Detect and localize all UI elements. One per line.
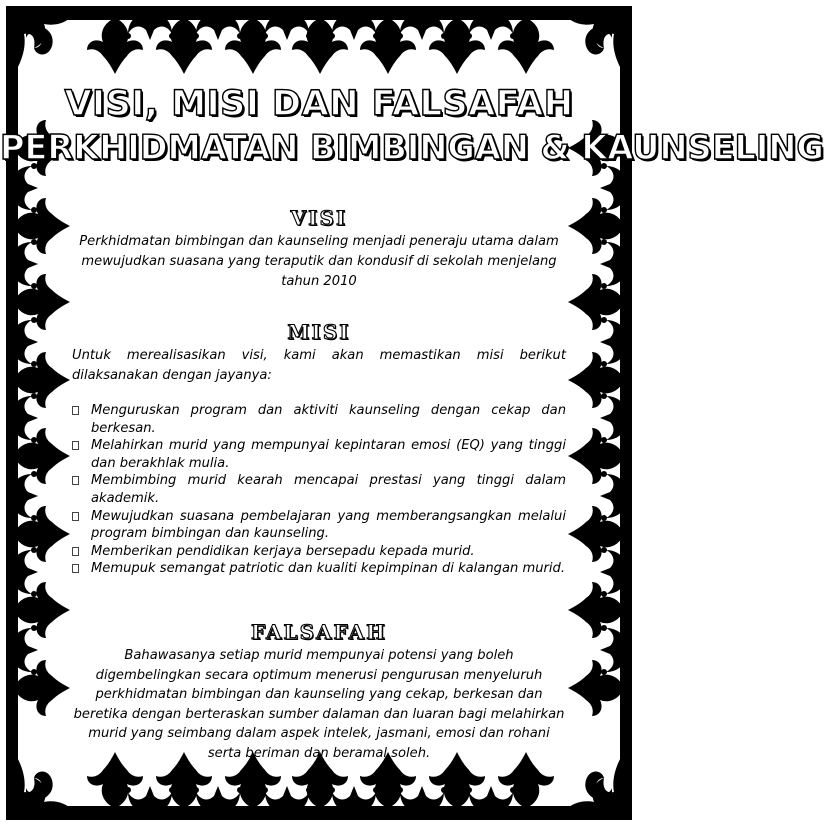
- bullet-icon: [72, 476, 79, 485]
- misi-heading: MISI: [287, 320, 351, 344]
- list-item: Mewujudkan suasana pembelajaran yang memberangsangkan melalui program bimbingan dan kaunseling.: [72, 508, 566, 543]
- list-item: Menguruskan program dan aktiviti kaunseling dengan cekap dan berkesan.: [72, 402, 566, 437]
- list-item: Memupuk semangat patriotic dan kualiti kepimpinan di kalangan murid.: [72, 560, 566, 578]
- bullet-icon: [72, 547, 79, 556]
- visi-text: Perkhidmatan bimbingan dan kaunseling menjadi peneraju utama dalam mewujudkan suasana yang teraputik dan kondusif di sekolah menjelang tahun 2010: [79, 234, 559, 289]
- list-item: Membimbing murid kearah mencapai prestasi yang tinggi dalam akademik.: [72, 472, 566, 507]
- misi-intro: Untuk merealisasikan visi, kami akan memastikan misi berikut dilaksanakan dengan jayanya:: [72, 348, 566, 383]
- falsafah-heading: FALSAFAH: [250, 620, 387, 644]
- page-title: VISI, MISI DAN FALSAFAH: [64, 84, 574, 124]
- bullet-icon: [72, 512, 79, 521]
- bullet-icon: [72, 441, 79, 450]
- falsafah-text: Bahawasanya setiap murid mempunyai potensi yang boleh digembelingkan secara optimum menerusi pengurusan menyeluruh perkhidmatan bimbingan dan kaunseling yang cekap, berkesan dan beretika dengan berteraskan sumber dalaman dan luaran bagi melahirkan murid yang seimbang dalam aspek intelek, jasmani, emosi dan rohani serta beriman dan beramal soleh.: [73, 648, 565, 761]
- list-item: Melahirkan murid yang mempunyai kepintaran emosi (EQ) yang tinggi dan berakhlak mulia.: [72, 437, 566, 472]
- page-subtitle: PERKHIDMATAN BIMBINGAN & KAUNSELING: [0, 128, 824, 167]
- bullet-icon: [72, 406, 79, 415]
- list-item: Memberikan pendidikan kerjaya bersepadu kepada murid.: [72, 543, 566, 561]
- bullet-icon: [72, 564, 79, 573]
- visi-heading: VISI: [290, 206, 348, 230]
- misi-list: [72, 402, 566, 578]
